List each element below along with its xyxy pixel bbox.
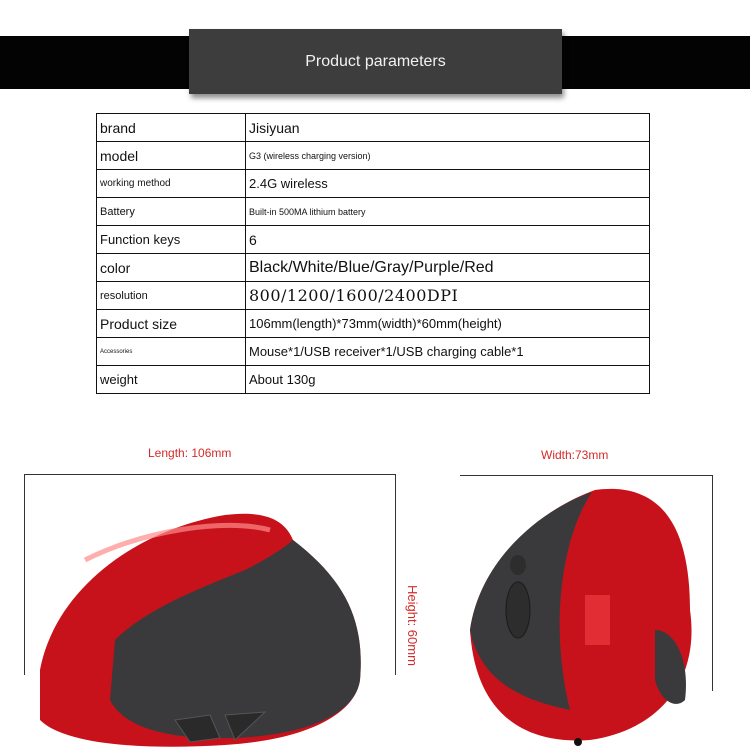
param-value: 800/1200/1600/2400DPI (246, 282, 650, 310)
param-value: Jisiyuan (246, 114, 650, 142)
height-label: Height: 60mm (405, 585, 420, 666)
param-value: Mouse*1/USB receiver*1/USB charging cable*1 (246, 338, 650, 366)
param-value: 2.4G wireless (246, 170, 650, 198)
param-label: resolution (97, 282, 246, 310)
section-title: Product parameters (305, 52, 446, 70)
param-label: working method (97, 170, 246, 198)
table-row (97, 198, 650, 226)
table-row (97, 114, 650, 142)
table-row (97, 282, 650, 310)
width-label: Width:73mm (541, 448, 609, 462)
section-title-box (189, 29, 562, 94)
param-label: model (97, 142, 246, 170)
param-value: Built-in 500MA lithium battery (246, 198, 650, 226)
mouse-front-view-image (460, 480, 710, 750)
param-label: Product size (97, 310, 246, 338)
mouse-side-view-image (25, 500, 395, 755)
param-value: 106mm(length)*73mm(width)*60mm(height) (246, 310, 650, 338)
table-row (97, 170, 650, 198)
param-value: 6 (246, 226, 650, 254)
param-label: brand (97, 114, 246, 142)
param-value: About 130g (246, 366, 650, 394)
table-row (97, 338, 650, 366)
param-label: Accessories (97, 338, 246, 366)
param-label: Battery (97, 198, 246, 226)
parameters-table (96, 113, 650, 394)
table-row (97, 254, 650, 282)
table-row (97, 142, 650, 170)
table-row (97, 366, 650, 394)
param-value: Black/White/Blue/Gray/Purple/Red (246, 254, 650, 282)
table-row (97, 310, 650, 338)
param-value: G3 (wireless charging version) (246, 142, 650, 170)
length-label: Length: 106mm (148, 446, 232, 460)
param-label: Function keys (97, 226, 246, 254)
param-label: weight (97, 366, 246, 394)
table-row (97, 226, 650, 254)
param-label: color (97, 254, 246, 282)
